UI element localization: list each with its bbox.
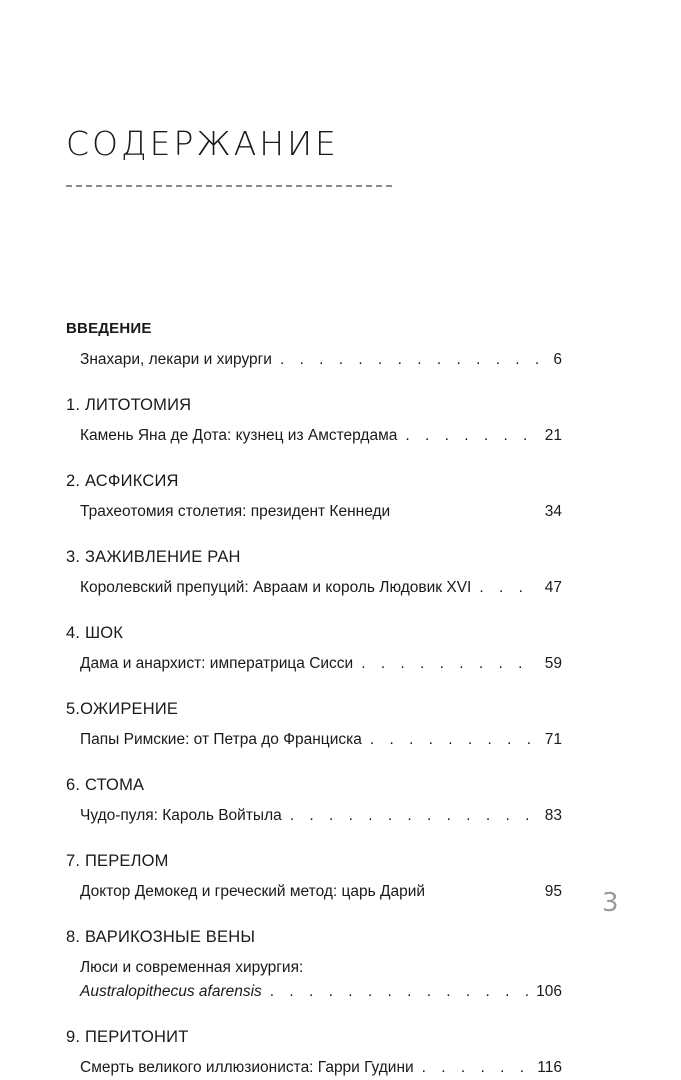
toc-item-title: Камень Яна де Дота: кузнец из Амстердама: [80, 427, 398, 444]
toc-page-number: 83: [544, 807, 562, 824]
toc-page-number: 59: [544, 655, 562, 672]
toc-item[interactable]: [80, 804, 562, 828]
toc-item[interactable]: [80, 576, 562, 600]
toc-section-title: 5.ОЖИРЕНИЕ: [66, 700, 179, 718]
toc-item-title: Знахари, лекари и хирурги: [80, 351, 272, 368]
toc-page-number: 6: [553, 351, 562, 368]
toc-item-title: Трахеотомия столетия: президент Кеннеди: [80, 503, 391, 520]
toc-item[interactable]: [80, 956, 562, 980]
toc-section-title: 6. СТОМА: [66, 776, 145, 794]
table-of-contents: [66, 318, 562, 1080]
toc-page-number: 47: [544, 579, 562, 596]
dot-leader: [282, 804, 538, 828]
toc-item-title: Папы Римские: от Петра до Франциска: [80, 731, 362, 748]
page-number: 3: [602, 888, 619, 918]
toc-page-number: 71: [544, 731, 562, 748]
toc-page-number: 95: [544, 883, 562, 900]
toc-item[interactable]: [80, 728, 562, 752]
toc-section-title: 3. ЗАЖИВЛЕНИЕ РАН: [66, 548, 241, 566]
toc-item-title: Люси и современная хирургия:: [80, 959, 304, 976]
toc-item-title: Смерть великого иллюзиониста: Гарри Гудини: [80, 1059, 414, 1076]
toc-section: [66, 926, 562, 1004]
page-title: СОДЕРЖАНИЕ: [66, 124, 339, 163]
toc-item[interactable]: [80, 348, 562, 372]
toc-item[interactable]: [80, 880, 562, 904]
toc-section: [66, 774, 562, 828]
dot-leader: [362, 728, 538, 752]
toc-page-number: 106: [536, 983, 562, 1000]
toc-section: [66, 622, 562, 676]
toc-item-title-italic: Australopithecus afarensis: [80, 983, 262, 1000]
toc-item-title: Доктор Демокед и греческий метод: царь Дарий: [80, 883, 426, 900]
toc-item-title: Чудо-пуля: Кароль Войтыла: [80, 807, 282, 824]
toc-item-continuation[interactable]: [80, 980, 562, 1004]
toc-item[interactable]: [80, 424, 562, 448]
dot-leader: [397, 424, 538, 448]
dot-leader: [414, 1056, 538, 1080]
toc-section-title: 2. АСФИКСИЯ: [66, 472, 179, 490]
toc-section: [66, 546, 562, 600]
title-divider: [66, 185, 392, 187]
dot-leader: [262, 980, 536, 1004]
toc-section: [66, 394, 562, 448]
toc-section: [66, 850, 562, 904]
toc-item[interactable]: [80, 652, 562, 676]
toc-section: [66, 1026, 562, 1080]
toc-section-title: 1. ЛИТОТОМИЯ: [66, 396, 192, 414]
toc-page-number: 34: [544, 503, 562, 520]
toc-item-title: Дама и анархист: императрица Сисси: [80, 655, 354, 672]
toc-section-title: 7. ПЕРЕЛОМ: [66, 852, 169, 870]
toc-section-title: 8. ВАРИКОЗНЫЕ ВЕНЫ: [66, 928, 256, 946]
toc-section-title: ВВЕДЕНИЕ: [66, 320, 152, 337]
toc-page-number: 21: [544, 427, 562, 444]
dot-leader: [272, 348, 538, 372]
toc-item[interactable]: [80, 500, 562, 524]
toc-section-title: 4. ШОК: [66, 624, 124, 642]
dot-leader: [471, 576, 538, 600]
toc-page-number: 116: [537, 1059, 562, 1076]
dot-leader: [353, 652, 538, 676]
toc-section: [66, 318, 562, 372]
toc-item[interactable]: [80, 1056, 562, 1080]
toc-section: [66, 470, 562, 524]
toc-item-title: Королевский препуций: Авраам и король Людовик XVI: [80, 579, 472, 596]
toc-section: [66, 698, 562, 752]
toc-section-title: 9. ПЕРИТОНИТ: [66, 1028, 189, 1046]
